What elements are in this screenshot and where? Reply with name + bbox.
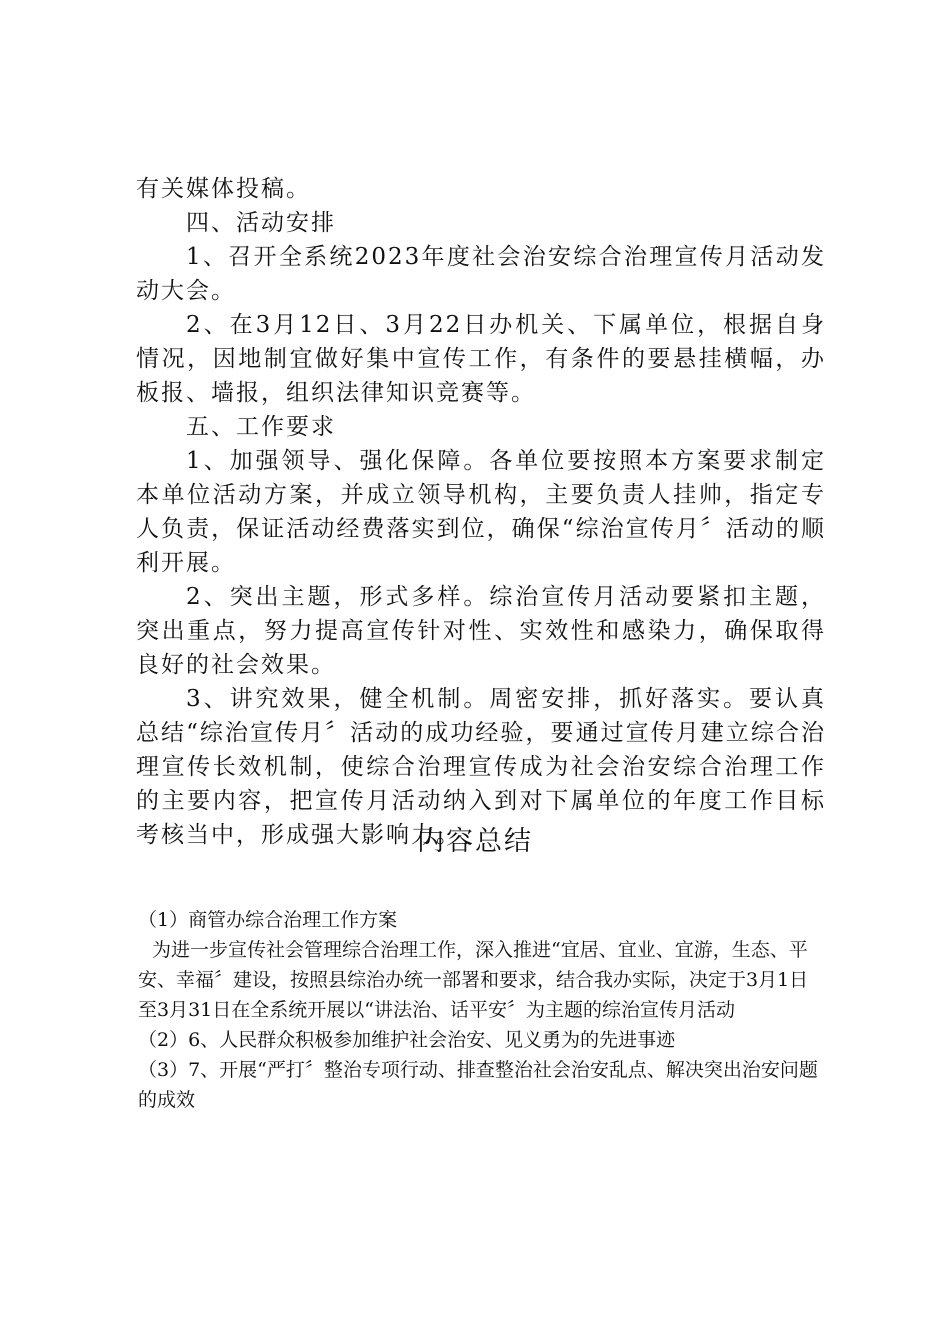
- paragraph: 1、召开全系统2023年度社会治安综合治理宣传月活动发动大会。: [136, 244, 826, 304]
- section-heading-activities: 四、活动安排: [186, 210, 336, 236]
- paragraph: 有关媒体投稿。: [136, 176, 311, 202]
- summary-item: （3）7、开展“严打〞整治专项行动、排查整治社会治安乱点、解决突出治安问题的成效: [138, 1059, 818, 1111]
- summary-title: 内容总结: [417, 826, 533, 857]
- section-heading-requirements: 五、工作要求: [186, 414, 336, 440]
- document-body: [136, 172, 826, 852]
- paragraph: 2、突出主题，形式多样。综治宣传月活动要紧扣主题，突出重点，努力提高宣传针对性、实效性和感染力，确保取得良好的社会效果。: [136, 584, 826, 678]
- summary-item-title: （1）商管办综合治理工作方案: [138, 909, 398, 931]
- paragraph: 1、加强领导、强化保障。各单位要按照本方案要求制定本单位活动方案，并成立领导机构，主要负责人挂帅，指定专人负责，保证活动经费落实到位，确保“综治宣传月〞活动的顺利开展。: [136, 448, 826, 576]
- summary-item-body: 为进一步宣传社会管理综合治理工作，深入推进“宜居、宜业、宜游，生态、平安、幸福〞建设，按照县综治办统一部署和要求，结合我办实际，决定于3月1日至3月31日在全系统开展以“讲法治、话平安〞为主题的综治宣传月活动: [138, 939, 809, 1021]
- summary-item: （2）6、人民群众积极参加维护社会治安、见义勇为的先进事迹: [138, 1029, 676, 1051]
- paragraph: 3、讲究效果，健全机制。周密安排，抓好落实。要认真总结“综治宣传月〞活动的成功经验，要通过宣传月建立综合治理宣传长效机制，使综合治理宣传成为社会治安综合治理工作的主要内容，把宣传月活动纳入到对下属单位的年度工作目标考核当中，形成强大影响力。: [136, 686, 826, 848]
- paragraph: 2、在3月12日、3月22日办机关、下属单位，根据自身情况，因地制宜做好集中宣传工作，有条件的要悬挂横幅，办板报、墙报，组织法律知识竞赛等。: [136, 312, 826, 406]
- summary-section: [138, 905, 818, 1115]
